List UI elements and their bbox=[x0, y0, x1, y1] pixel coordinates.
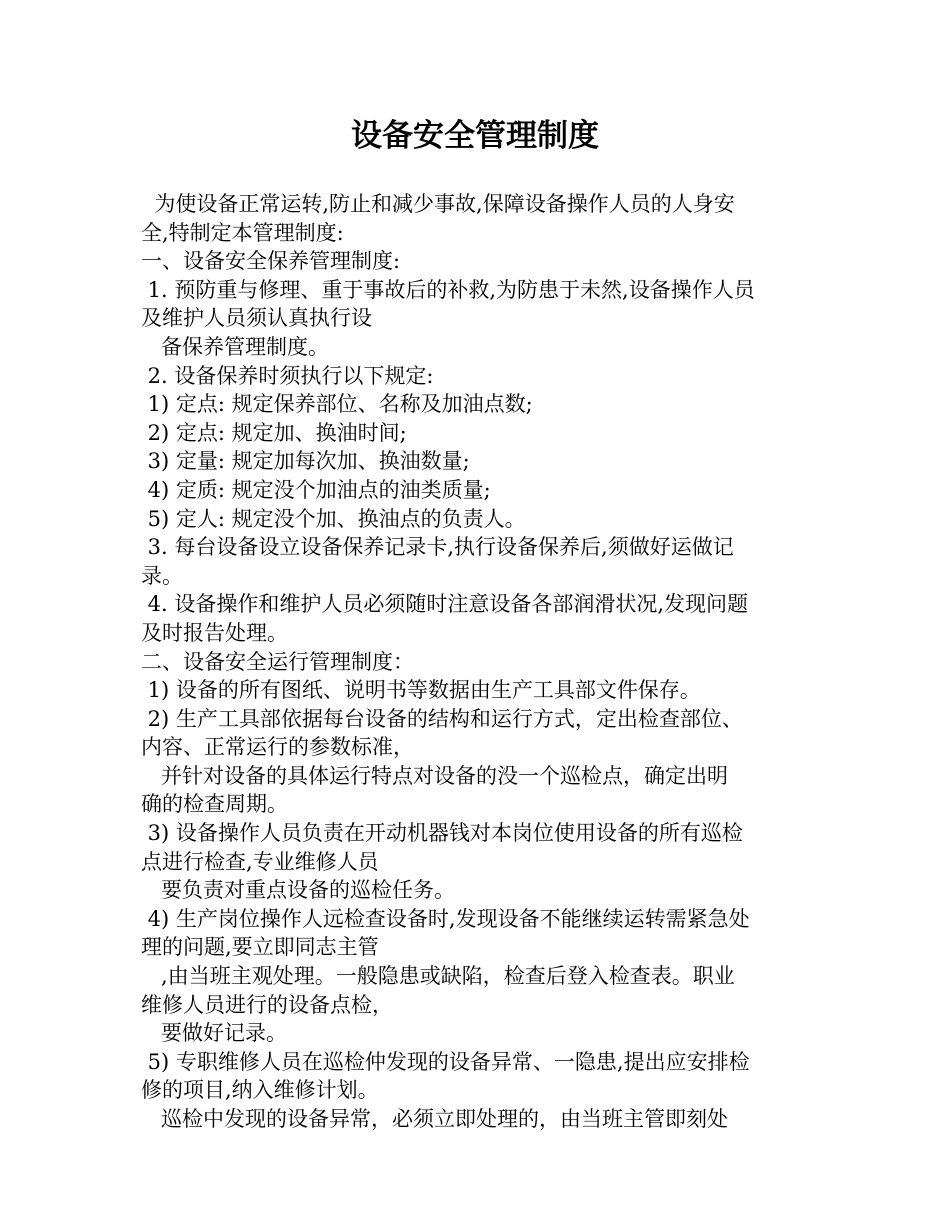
body-line: 3) 设备操作人员负责在开动机器钱对本岗位使用设备的所有巡检 bbox=[141, 821, 743, 846]
body-line: 及维护人员须认真执行设 bbox=[141, 306, 372, 331]
body-line: 理的问题,要立即同志主管 bbox=[141, 935, 379, 960]
body-line: 录。 bbox=[141, 563, 183, 588]
body-line: 全,特制定本管理制度: bbox=[141, 220, 344, 245]
body-line: 并针对设备的具体运行特点对设备的没一个巡检点，确定出明 bbox=[141, 763, 729, 788]
body-line: 3) 定量: 规定加每次加、换油数量; bbox=[141, 449, 470, 474]
body-line: 确的检查周期。 bbox=[141, 792, 288, 817]
document-body bbox=[141, 190, 813, 1134]
body-line: 点进行检查,专业维修人员 bbox=[141, 849, 379, 874]
body-line: 3. 每台设备设立设备保养记录卡,执行设备保养后,须做好运做记 bbox=[141, 535, 734, 560]
body-line: 为使设备正常运转,防止和减少事故,保障设备操作人员的人身安 bbox=[141, 192, 735, 216]
body-line: 5) 专职维修人员在巡检仲发现的设备异常、一隐患,提出应安排检 bbox=[141, 1049, 750, 1074]
body-line: 2) 定点: 规定加、换油时间; bbox=[141, 420, 407, 445]
body-line: 4) 定质: 规定没个加油点的油类质量; bbox=[141, 477, 491, 502]
body-line: 2. 设备保养时须执行以下规定: bbox=[141, 363, 434, 388]
body-line: 一、设备安全保养管理制度: bbox=[141, 249, 401, 274]
body-line: 巡检中发现的设备异常，必须立即处理的，由当班主管即刻处 bbox=[141, 1107, 729, 1131]
body-line: 4. 设备操作和维护人员必须随时注意设备各部润滑状况,发现问题 bbox=[141, 592, 749, 617]
body-line: 4) 生产岗位操作人远检查设备时,发现设备不能继续运转需紧急处 bbox=[141, 906, 750, 931]
body-line: 2) 生产工具部依据每台设备的结构和运行方式，定出检查部位、 bbox=[141, 706, 743, 731]
document-title: 设备安全管理制度 bbox=[351, 118, 599, 154]
body-line: 1. 预防重与修理、重于事故后的补救,为防患于未然,设备操作人员 bbox=[141, 277, 755, 302]
body-line: 内容、正常运行的参数标准， bbox=[141, 735, 414, 760]
body-line: 及时报告处理。 bbox=[141, 620, 288, 645]
body-line: 维修人员进行的设备点检， bbox=[141, 992, 393, 1017]
body-line: 二、设备安全运行管理制度： bbox=[141, 649, 414, 674]
body-line: 修的项目,纳入维修计划。 bbox=[141, 1078, 379, 1103]
body-line: 5) 定人: 规定没个加、换油点的负责人。 bbox=[141, 506, 526, 531]
body-line: 1) 设备的所有图纸、说明书等数据由生产工具部文件保存。 bbox=[141, 678, 701, 703]
body-line: 1) 定点: 规定保养部位、名称及加油点数; bbox=[141, 392, 533, 417]
body-line: 要做好记录。 bbox=[141, 1021, 288, 1046]
body-line: 备保养管理制度。 bbox=[141, 334, 330, 359]
body-line: ,由当班主观处理。一般隐患或缺陷，检查后登入检查表。职业 bbox=[141, 964, 735, 989]
body-line: 要负责对重点设备的巡检任务。 bbox=[141, 878, 456, 903]
